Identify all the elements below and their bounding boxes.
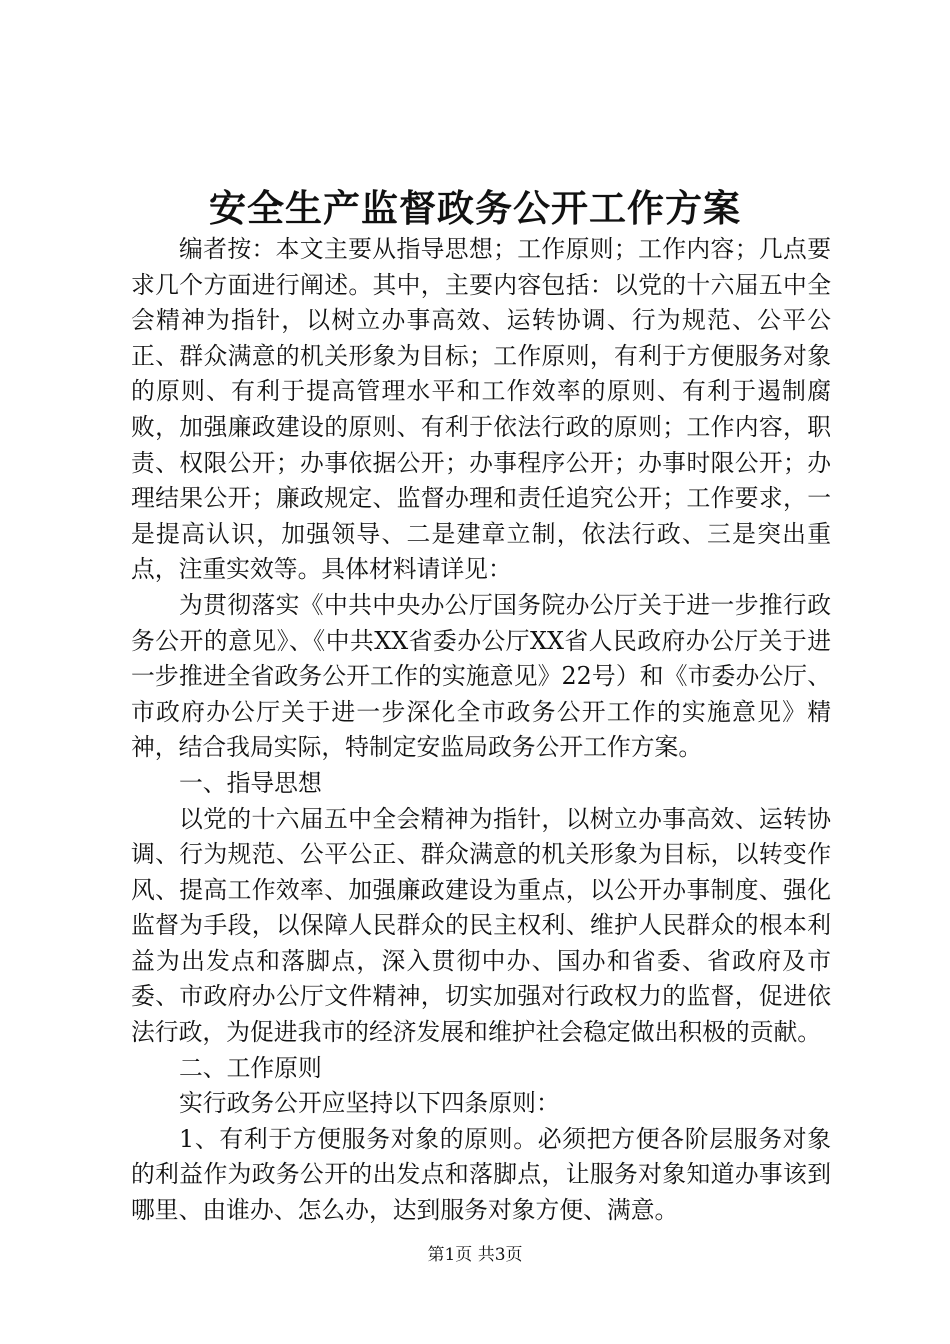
- intro-paragraph: 为贯彻落实《中共中央办公厅国务院办公厅关于进一步推行政务公开的意见》、《中共XX省委办公厅XX省人民政府办公厅关于进一步推进全省政务公开工作的实施意见》22号）和《市委办公厅、市政府办公厅关于进一步深化全市政务公开工作的实施意见》精神，结合我局实际，特制定安监局政务公开工作方案。: [131, 590, 831, 762]
- document-title: 安全生产监督政务公开工作方案: [209, 186, 741, 230]
- principles-intro-paragraph: 实行政务公开应坚持以下四条原则：: [179, 1089, 560, 1118]
- principle-one-paragraph: 1、有利于方便服务对象的原则。必须把方便各阶层服务对象的利益作为政务公开的出发点和落脚点，让服务对象知道办事该到哪里、由谁办、怎么办，达到服务对象方便、满意。: [131, 1124, 831, 1225]
- document-body: [131, 232, 831, 1229]
- guiding-thought-paragraph: 以党的十六届五中全会精神为指针，以树立办事高效、运转协调、行为规范、公平公正、群众满意的机关形象为目标，以转变作风、提高工作效率、加强廉政建设为重点，以公开办事制度、强化监督为手段，以保障人民群众的民主权利、维护人民群众的根本利益为出发点和落脚点，深入贯彻中办、国办和省委、省政府及市委、市政府办公厅文件精神，切实加强对行政权力的监督，促进依法行政，为促进我市的经济发展和维护社会稳定做出积极的贡献。: [131, 804, 831, 1047]
- section-heading-work-principles: 二、工作原则: [179, 1053, 322, 1082]
- page-footer: 第1页 共3页: [427, 1245, 523, 1265]
- editor-note-paragraph: 编者按：本文主要从指导思想；工作原则；工作内容；几点要求几个方面进行阐述。其中，主要内容包括：以党的十六届五中全会精神为指针，以树立办事高效、运转协调、行为规范、公平公正、群众满意的机关形象为目标；工作原则，有利于方便服务对象的原则、有利于提高管理水平和工作效率的原则、有利于遏制腐败，加强廉政建设的原则、有利于依法行政的原则；工作内容，职责、权限公开；办事依据公开；办事程序公开；办事时限公开；办理结果公开；廉政规定、监督办理和责任追究公开；工作要求，一是提高认识，加强领导、二是建章立制，依法行政、三是突出重点，注重实效等。具体材料请详见：: [131, 235, 831, 584]
- section-heading-guiding-thought: 一、指导思想: [179, 768, 322, 797]
